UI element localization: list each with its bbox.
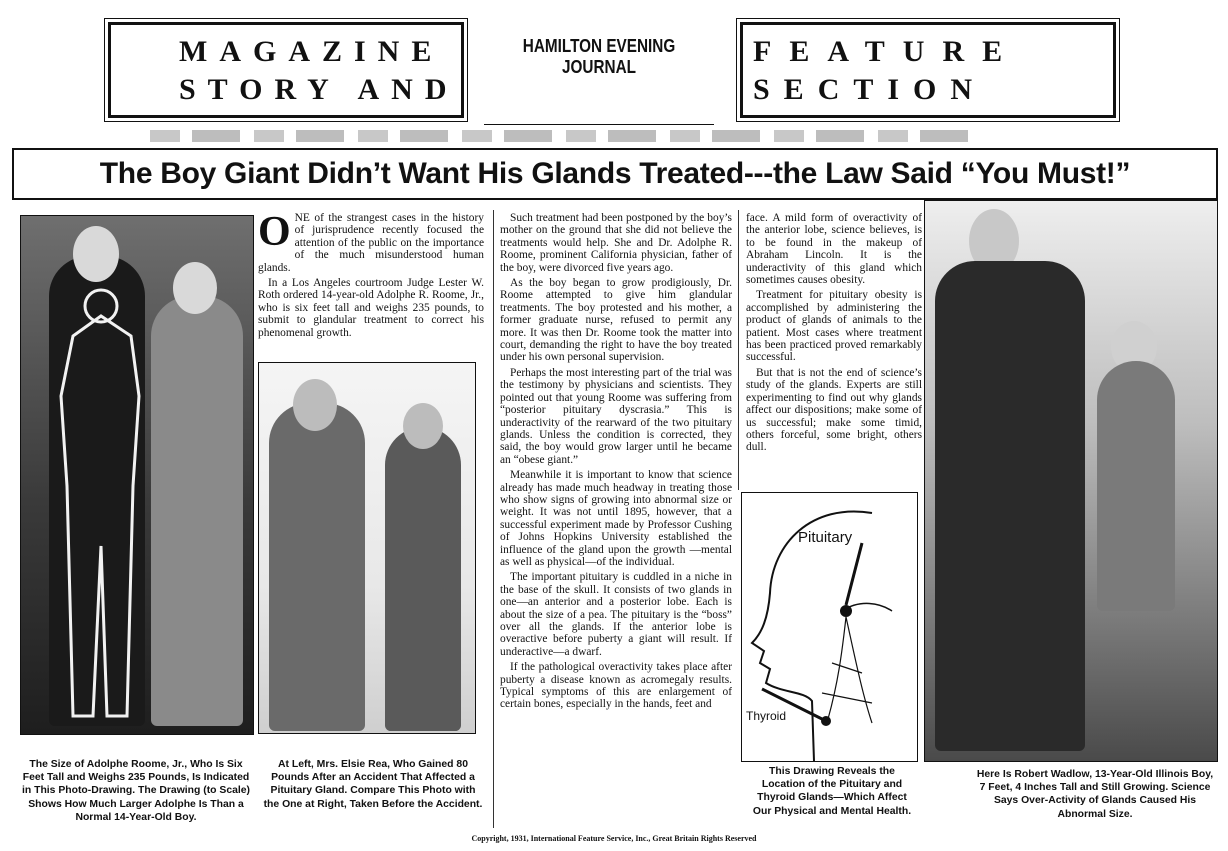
photo-figure-elsie-before	[269, 403, 365, 731]
bleed-through-strip	[150, 122, 980, 146]
caption-diagram: This Drawing Reveals the Location of the Pituitary and Thyroid Glands—Which Affect Our Physical and Mental Health.	[752, 766, 912, 817]
caption-photo-4: Here Is Robert Wadlow, 13-Year-Old Illinois Boy, 7 Feet, 4 Inches Tall and Still Growing. Science Says Over-Activity of Glands Caused His Abnormal Size.	[976, 769, 1214, 820]
photo-adolphe-roome	[20, 215, 254, 735]
headline-box	[12, 148, 1218, 200]
photo-face-elsie-after	[403, 403, 443, 449]
column-rule	[493, 210, 494, 828]
masthead-right-box	[740, 22, 1116, 118]
photo-face-elsie-before	[293, 379, 337, 431]
masthead-center	[468, 28, 730, 128]
article-column-1	[258, 212, 484, 362]
diagram-label-thyroid: Thyroid	[746, 709, 787, 723]
caption-photo-1: The Size of Adolphe Roome, Jr., Who Is Six Feet Tall and Weighs 235 Pounds, Is Indicated in This Photo-Drawing. The Drawing (to Scale) Shows How Much Larger Adolphe Is Than a Normal 14-Year-Old Boy.	[21, 759, 251, 823]
paper-name: HAMILTON EVENING JOURNAL	[522, 36, 676, 77]
article-paragraph: Meanwhile it is important to know that science already has made much headway in treating those who show signs of growing into abnormal size or weight. It was not until 1895, however, that a successful experiment made by Professor Cushing of Johns Hopkins University established the influence of the gland upon the growth —mental as well as physical—of the individual.	[500, 469, 732, 568]
photo-elsie-rea	[258, 362, 476, 734]
article-column-2	[500, 212, 732, 832]
article-paragraph: Treatment for pituitary obesity is accomplished by administering the product of glands of animals to the patient. Most cases where treatment has been practiced proved remarkably successful.	[746, 289, 922, 364]
scale-drawing-outline	[21, 216, 253, 734]
article-column-3	[746, 212, 922, 490]
drop-cap: O	[258, 212, 291, 255]
caption-photo-2: At Left, Mrs. Elsie Rea, Who Gained 80 Pounds After an Accident That Affected a Pituitary Gland. Compare This Photo with the One at Right, Taken Before the Accident.	[263, 759, 483, 810]
article-paragraph: But that is not the end of science’s study of the glands. Experts are still experimenting to find out why glands affect our dispositions; make some of us successful; make some timid, others forceful, some bright, others dull.	[746, 366, 922, 454]
article-paragraph: The important pituitary is cuddled in a niche in the base of the skull. It consists of two glands in one—an anterior and a posterior lobe. Each is about the size of a pea. The pituitary is the “boss” over all the glands. If the anterior lobe is overactive before puberty a giant will result. If underactive—a dwarf.	[500, 571, 732, 658]
article-paragraph: In a Los Angeles courtroom Judge Lester W. Roth ordered 14-year-old Adolphe R. Roome, Jr., who is six feet tall and weighs 235 pounds, to submit to glandular treatment to correct his phenomenal growth.	[258, 277, 484, 339]
masthead-left-box	[108, 22, 464, 118]
photo-figure-child	[1097, 361, 1175, 611]
photo-figure-elsie-after	[385, 427, 461, 731]
article-paragraph: face. A mild form of overactivity of the anterior lobe, science believes, is to be found in the makeup of Abraham Lincoln. It is the underactivity of this gland which sometimes causes obesity.	[746, 212, 922, 287]
masthead-right-line-1: FEATURE	[753, 35, 1021, 68]
article-paragraph: As the boy began to grow prodigiously, Dr. Roome attempted to give him glandular treatments. The boy protested and his mother, a former graduate nurse, refused to permit any more. It was then Dr. Roome took the matter into court, demanding the right to have the boy treated under his own personal supervision.	[500, 277, 732, 364]
photo-robert-wadlow	[924, 200, 1218, 762]
masthead-left-line-1: MAGAZINE	[179, 35, 444, 68]
article-paragraph: Perhaps the most interesting part of the trial was the testimony by physicians and scientists. They pointed out that young Roome was suffering from “posterior pituitary dyscrasia.” This is underactivity of the rearward of the two pituitary glands. Unless the condition is corrected, they said, the boy would grow larger until he became an “obese giant.”	[500, 366, 732, 466]
masthead-right-line-2: SECTION	[753, 73, 987, 106]
copyright-line: Copyright, 1931, International Feature Service, Inc., Great Britain Rights Reserved	[471, 834, 757, 843]
article-paragraph: Such treatment had been postponed by the boy’s mother on the ground that she did not believe the treatments would help. She and Dr. Adolphe R. Roome, prominent California physician, father of the boy, were divorced five years ago.	[500, 212, 732, 274]
diagram-label-pituitary: Pituitary	[798, 529, 853, 546]
column-rule	[738, 210, 739, 490]
photo-figure-wadlow	[935, 261, 1085, 751]
article-paragraph: NE of the strangest cases in the history of jurisprudence recently focused the attention of the public on the importance of the much misunderstood human glands.	[258, 212, 484, 274]
article-paragraph: If the pathological overactivity takes place after puberty a disease known as acromegaly results. Typical symptoms of this are enlargement of certain bones, especially in the hands, feet and	[500, 661, 732, 711]
gland-diagram	[741, 492, 918, 762]
masthead-left-line-2: STORY AND	[179, 73, 459, 106]
headline: The Boy Giant Didn’t Want His Glands Treated---the Law Said “You Must!”	[99, 157, 1131, 190]
